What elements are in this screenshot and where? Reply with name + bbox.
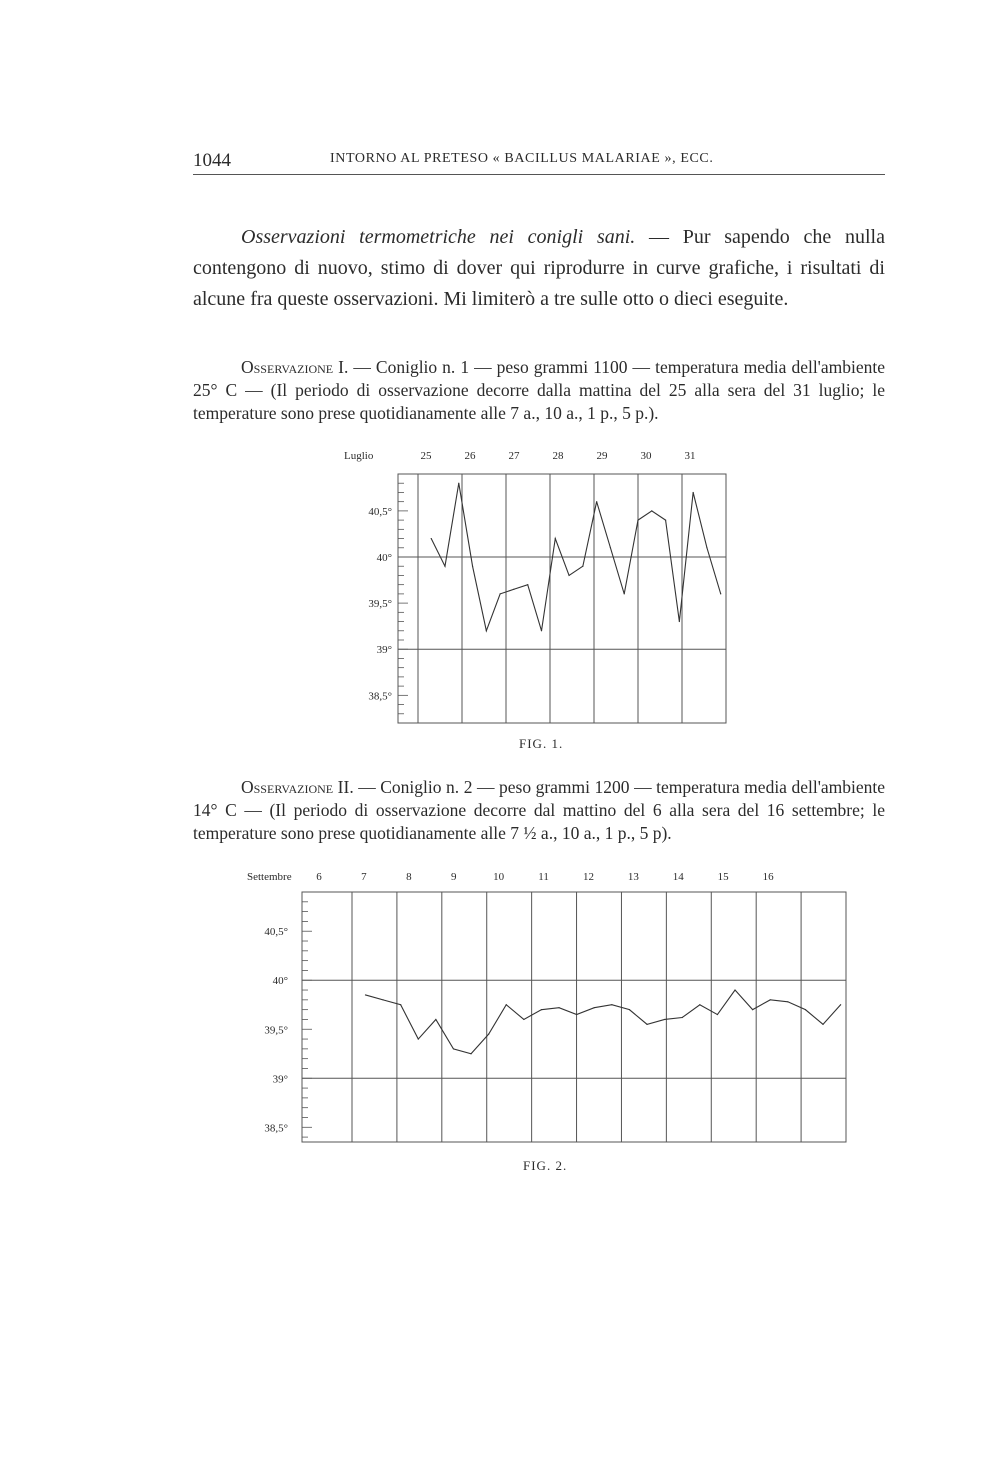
figure-1-chart	[330, 440, 750, 740]
y-tick-label: 39°	[376, 644, 392, 657]
intro-paragraph	[193, 222, 885, 315]
data-point	[624, 593, 625, 594]
figure-1-caption: FIG. 1.	[519, 736, 564, 751]
intro-title: Osservazioni termometriche nei conigli sani.	[241, 226, 636, 248]
x-tick-label: 6	[316, 871, 322, 883]
x-tick-label: 12	[582, 871, 594, 883]
data-point	[541, 630, 542, 631]
data-point	[444, 566, 445, 567]
x-tick-label: 31	[684, 450, 696, 462]
x-tick-label: 30	[640, 450, 652, 462]
data-point	[720, 593, 721, 594]
x-tick-label: 11	[538, 871, 549, 883]
x-tick-label: 13	[627, 871, 639, 883]
data-point	[453, 1048, 454, 1049]
figure-2-caption: FIG. 2.	[523, 1158, 568, 1173]
data-point	[637, 520, 638, 521]
data-point	[513, 589, 514, 590]
data-point	[706, 547, 707, 548]
data-point	[752, 1009, 753, 1010]
data-point	[506, 1004, 507, 1005]
x-tick-label: 16	[762, 871, 774, 883]
x-tick-label: 26	[464, 450, 476, 462]
data-point	[805, 1009, 806, 1010]
plot-frame	[398, 474, 726, 723]
data-point	[651, 510, 652, 511]
data-point	[699, 1004, 700, 1005]
data-point	[679, 621, 680, 622]
data-point	[664, 1019, 665, 1020]
data-point	[555, 538, 556, 539]
observation-2-text: — Coniglio n. 2 — peso grammi 1200 — temperatura media dell'ambiente 14° C — (Il periodo di osservazione decorre dal mattino del 6 alla sera del 16 settembre; le temperature sono prese quotidianamente alle 7 ½ a., 10 a., 1 p., 5 p).	[193, 777, 886, 843]
y-tick-label: 39°	[272, 1073, 288, 1086]
data-point	[665, 520, 666, 521]
x-tick-label: 10	[493, 871, 505, 883]
data-point	[629, 1009, 630, 1010]
data-point	[400, 1004, 401, 1005]
data-point	[435, 1019, 436, 1020]
data-point	[365, 994, 366, 995]
data-point	[523, 1019, 524, 1020]
header-rule	[193, 174, 885, 175]
y-tick-label: 40°	[376, 552, 392, 564]
data-point	[458, 483, 459, 484]
x-axis-label: Settembre	[247, 871, 292, 883]
observation-1-paragraph	[193, 356, 885, 425]
x-tick-label: 9	[450, 871, 457, 883]
data-point	[431, 538, 432, 539]
y-tick-label: 39,5°	[368, 598, 392, 611]
y-tick-label: 40°	[272, 975, 288, 988]
x-tick-label: 14	[672, 871, 684, 883]
observation-1-label: Osservazione I.	[241, 357, 349, 377]
data-point	[770, 999, 771, 1000]
intro-text: Pur sapendo che nulla contengono di nuovo, stimo di dover qui riprodurre in curve grafiche, i risultati di alcune fra queste osservazioni. Mi limiterò a tre sulle otto o dieci eseguite.	[193, 226, 885, 310]
x-tick-label: 28	[552, 450, 564, 462]
plot-frame	[302, 892, 846, 1142]
x-tick-label: 15	[717, 871, 729, 883]
data-point	[382, 999, 383, 1000]
x-axis-label: Luglio	[344, 450, 374, 462]
x-tick-label: 8	[406, 871, 412, 883]
data-point	[646, 1024, 647, 1025]
intro-dash: —	[635, 226, 683, 248]
figure-2-chart	[240, 860, 860, 1160]
y-tick-label: 38,5°	[368, 690, 392, 703]
data-point	[541, 1009, 542, 1010]
observation-2-paragraph	[193, 776, 885, 845]
data-point	[486, 630, 487, 631]
y-tick-label: 40,5°	[368, 505, 392, 518]
data-point	[472, 566, 473, 567]
data-point	[787, 1001, 788, 1002]
x-tick-label: 27	[508, 450, 520, 462]
data-point	[611, 1004, 612, 1005]
data-point	[822, 1024, 823, 1025]
data-point	[500, 593, 501, 594]
data-point	[734, 989, 735, 990]
data-point	[693, 492, 694, 493]
data-point	[840, 1004, 841, 1005]
data-point	[576, 1014, 577, 1015]
data-point	[596, 501, 597, 502]
data-point	[558, 1007, 559, 1008]
observation-1-text: — Coniglio n. 1 — peso grammi 1100 — temperatura media dell'ambiente 25° C — (Il periodo di osservazione decorre dalla mattina del 25 alla sera del 31 luglio; le temperature sono prese quotidianamente alle 7 a., 10 a., 1 p., 5 p.).	[193, 357, 885, 423]
data-point	[470, 1053, 471, 1054]
running-title: INTORNO AL PRETESO « BACILLUS MALARIAE », ECC.	[330, 151, 714, 166]
observation-2-label: Osservazione II.	[241, 777, 354, 797]
data-point	[682, 1017, 683, 1018]
y-tick-label: 39,5°	[264, 1024, 288, 1037]
y-tick-label: 38,5°	[264, 1122, 288, 1135]
data-point	[418, 1038, 419, 1039]
data-point	[594, 1007, 595, 1008]
data-point	[568, 575, 569, 576]
temperature-line	[365, 990, 840, 1054]
data-point	[582, 566, 583, 567]
data-point	[610, 547, 611, 548]
page-number: 1044	[193, 150, 231, 171]
data-point	[488, 1034, 489, 1035]
x-tick-label: 29	[596, 450, 608, 462]
data-point	[717, 1014, 718, 1015]
y-tick-label: 40,5°	[264, 926, 288, 939]
data-point	[527, 584, 528, 585]
x-tick-label: 7	[361, 871, 367, 883]
x-tick-label: 25	[420, 450, 432, 462]
running-head	[193, 150, 885, 176]
